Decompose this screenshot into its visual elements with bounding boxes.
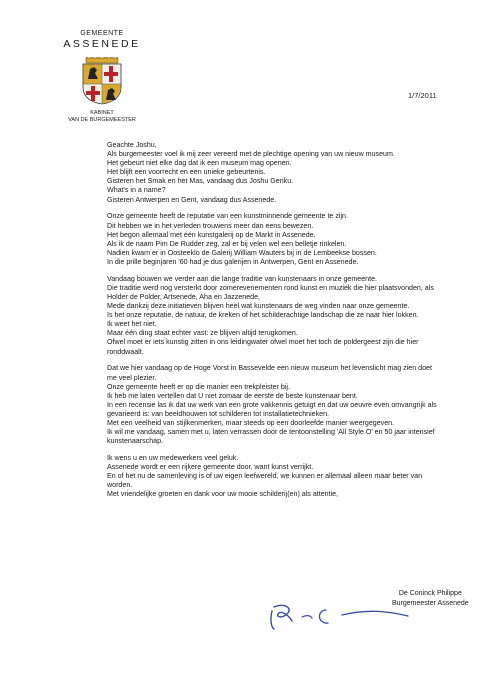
letter-line: Onze gemeente heeft de reputatie van een kunstminnende gemeente te zijn. xyxy=(107,212,348,221)
letter-line: Het begon allemaal met één kunstgalerij op de Markt in Assenede. xyxy=(107,230,316,239)
letter-line: What's in a name? xyxy=(107,186,166,195)
letter-line: Geachte Joshu, xyxy=(107,141,157,149)
letter-line: Gisteren Antwerpen en Gent, vandaag dus Assenede. xyxy=(107,195,277,204)
letter-date: 1/7/2011 xyxy=(408,91,437,100)
office-line-1: KABINET xyxy=(90,110,114,116)
letter-line: ronddwaalt. xyxy=(107,347,144,356)
letter-paragraph xyxy=(107,454,482,499)
letter-line: Ofwel moet er iets kunstig zitten in ons leidingwater ofwel moet het toch de poldergeest zijn die hier xyxy=(107,338,419,347)
letter-line: Gisteren het Smak en het Mas, vandaag dus Joshu Genku. xyxy=(107,177,294,186)
letter-paragraph xyxy=(107,364,482,446)
letter-line: Ik wens u en uw medewerkers veel geluk. xyxy=(107,454,239,463)
letter-paragraph xyxy=(107,275,482,357)
municipality-label: GEMEENTE xyxy=(80,30,124,37)
letter-line: Ik wil me vandaag, samen met u, laten verrassen door de tentoonstelling 'All Style O' en 50 jaar intensief xyxy=(107,428,435,437)
letter-line: En of het nu de samenleving is of uw eigen leefwereld, we kunnen er allemaal alleen maar beter van xyxy=(107,472,423,481)
letter-line: kunstenaarschap. xyxy=(107,437,163,446)
letter-line: Met een veelheid van stijlkenmerken, maar steeds op een doorleefde manier weergegeven. xyxy=(107,419,395,428)
letter-line: worden. xyxy=(107,481,133,490)
office-line-2: VAN DE BURGEMEESTER xyxy=(68,117,136,123)
letter-line: Ik weet het niet. xyxy=(107,320,157,329)
letter-line: Dit hebben we in het verleden trouwens meer dan eens bewezen. xyxy=(107,221,314,230)
letter-line: Holder de Polder, Artsenede, Aha en Jazzenede, xyxy=(107,293,261,301)
letter-line: Vandaag bouwen we verder aan die lange traditie van kunstenaars in onze gemeente. xyxy=(107,274,378,283)
letter-line: Dat we hier vandaag op de Hoge Vorst in Bassevelde een nieuw museum het levenslicht mag zien doet xyxy=(107,364,432,373)
letter-line: In een recensie las ik dat uw werk van een grote vakkennis getuigt en dat uw oeuvre even omvangrijk als xyxy=(107,400,437,409)
letter-line: Mede dankzij deze initiatieven blijven heel wat kunstenaars de weg vinden naar onze gemeente. xyxy=(107,302,410,311)
letter-paragraph xyxy=(107,141,482,205)
letter-line: In die prille beginjaren '60 had je dus galerijen in Antwerpen, Gent en Assenede. xyxy=(107,257,359,266)
office-title xyxy=(52,110,152,124)
signature-icon xyxy=(262,597,412,633)
municipality-name: ASSENEDE xyxy=(63,38,141,50)
letter-line: gevarieerd is: van beeldhouwen tot schilderen tot installatietechnieken. xyxy=(107,409,330,418)
signatory-name: De Coninck Philippe xyxy=(398,590,462,597)
signatory-title: Burgemeester Assenede xyxy=(392,600,469,607)
letter-line: me veel plezier. xyxy=(107,373,157,382)
letter-line: Maar één ding staat echter vast: ze blijven altijd terugkomen. xyxy=(107,329,298,338)
letter-body xyxy=(107,141,482,507)
coat-of-arms-icon xyxy=(80,57,124,105)
letter-line: Nadien kwam er in Oosteeklo de Galerij William Wauters bij in de Lembeekse bossen. xyxy=(107,248,377,257)
letterhead xyxy=(52,30,152,124)
letter-line: Als ik de naam Pim De Rudder zeg, zal er bij velen wel een belletje rinkelen. xyxy=(107,239,347,248)
letter-line: Met vriendelijke groeten en dank voor uw mooie schilderij(en) als attentie, xyxy=(107,490,339,499)
letter-line: Die traditie werd nog versterkt door zomerevenementen rond kunst en muziek die hier plaatsvonden, als xyxy=(107,283,434,292)
letter-line: Onze gemeente heeft er op die manier een trekpleister bij. xyxy=(107,382,290,391)
closing-block xyxy=(392,589,469,609)
letter-line: Ik heb me laten vertellen dat U niet zomaar de eerste de beste kunstenaar bent. xyxy=(107,391,358,400)
letter-line: Assenede wordt er een rijkere gemeente door, want kunst verrijkt. xyxy=(107,463,314,472)
letter-line: Is het onze reputatie, de natuur, de kreken of het schilderachtige landschap die ze naar hier lokken. xyxy=(107,311,419,320)
letter-paragraph xyxy=(107,212,482,267)
letter-line: Als burgemeester voel ik mij zeer vereerd met de plechtige opening van uw nieuw museum. xyxy=(107,150,395,159)
letter-line: Het gebeurt niet elke dag dat ik een museum mag openen. xyxy=(107,159,292,168)
letter-line: Het blijft een voorrecht en een unieke gebeurtenis. xyxy=(107,168,266,177)
